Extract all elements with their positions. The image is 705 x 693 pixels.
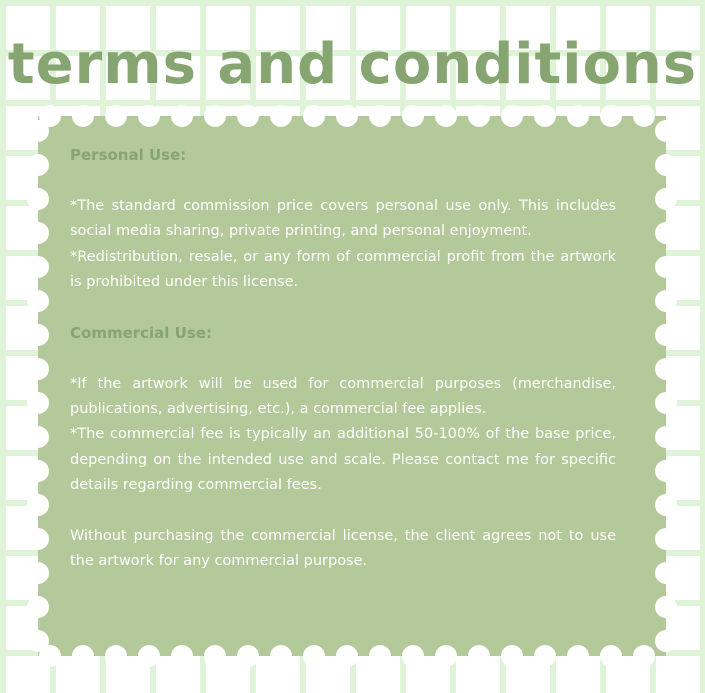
perforation-dot — [633, 645, 655, 667]
perforation-dot — [303, 105, 325, 127]
perforation-dot — [27, 154, 49, 176]
perforation-dot — [270, 105, 292, 127]
personal-use-heading: Personal Use: — [70, 146, 187, 164]
perforation-dot — [138, 645, 160, 667]
perforation-dot — [567, 105, 589, 127]
perforation-dot — [655, 358, 677, 380]
perforation-dot — [27, 188, 49, 210]
perforation-dot — [27, 222, 49, 244]
terms-card — [70, 143, 616, 575]
perforation-dot — [237, 105, 259, 127]
spacer — [70, 295, 616, 320]
perforation-dot — [655, 120, 677, 142]
perforation-dot — [655, 528, 677, 550]
perforation-dot — [171, 105, 193, 127]
perforation-dot — [402, 105, 424, 127]
perforation-dot — [655, 256, 677, 278]
perforation-dot — [27, 256, 49, 278]
perforation-dot — [402, 645, 424, 667]
perforation-dot — [633, 105, 655, 127]
perforation-dot — [655, 426, 677, 448]
perforation-dot — [27, 290, 49, 312]
perforation-dot — [27, 120, 49, 142]
perforation-dot — [369, 645, 391, 667]
perforation-dot — [600, 105, 622, 127]
perforation-dot — [27, 392, 49, 414]
perforation-dot — [655, 494, 677, 516]
perforation-dot — [468, 105, 490, 127]
perforation-dot — [534, 105, 556, 127]
perforation-dot — [655, 630, 677, 652]
page-title: terms and conditions — [7, 32, 698, 97]
perforation-dot — [72, 645, 94, 667]
perforation-dot — [204, 645, 226, 667]
perforation-dot — [655, 290, 677, 312]
perforation-dot — [27, 324, 49, 346]
perforation-dot — [655, 392, 677, 414]
closing-statement: Without purchasing the commercial license, the client agrees not to use the artwork for any commercial purpose. — [70, 528, 616, 570]
commercial-use-bullet: *If the artwork will be used for commercial purposes (merchandise, publications, advertising, etc.), a commercial fee applies. — [70, 375, 616, 418]
perforation-dot — [138, 105, 160, 127]
perforation-dot — [501, 105, 523, 127]
perforation-dot — [655, 460, 677, 482]
spacer — [70, 168, 616, 193]
perforation-dot — [600, 645, 622, 667]
perforation-dot — [435, 105, 457, 127]
perforation-dot — [171, 645, 193, 667]
perforation-dot — [655, 222, 677, 244]
perforation-dot — [204, 105, 226, 127]
perforation-dot — [105, 105, 127, 127]
perforation-dot — [72, 105, 94, 127]
perforation-dot — [655, 596, 677, 618]
commercial-use-heading: Commercial Use: — [70, 323, 212, 342]
perforation-dot — [468, 645, 490, 667]
perforation-dot — [655, 154, 677, 176]
spacer — [70, 346, 616, 371]
perforation-dot — [303, 645, 325, 667]
perforation-dot — [655, 562, 677, 584]
perforation-dot — [336, 645, 358, 667]
perforation-dot — [435, 645, 457, 667]
perforation-dot — [655, 188, 677, 210]
perforation-dot — [270, 645, 292, 667]
perforation-dot — [27, 596, 49, 618]
perforation-dot — [336, 105, 358, 127]
perforation-dot — [27, 358, 49, 380]
perforation-dot — [237, 645, 259, 667]
spacer — [70, 499, 616, 524]
perforation-dot — [27, 426, 49, 448]
perforation-dot — [105, 645, 127, 667]
commercial-use-bullet: *The commercial fee is typically an additional 50-100% of the base price, depending on the intended use and scale. Please contact me for specific details regarding commercial fees. — [70, 426, 616, 494]
perforation-dot — [655, 324, 677, 346]
perforation-dot — [27, 630, 49, 652]
personal-use-bullet: *Redistribution, resale, or any form of commercial profit from the artwork is prohibited under this license. — [70, 248, 616, 291]
perforation-dot — [27, 562, 49, 584]
perforation-dot — [501, 645, 523, 667]
perforation-dot — [27, 460, 49, 482]
perforation-dot — [534, 645, 556, 667]
perforation-dot — [27, 494, 49, 516]
personal-use-bullet: *The standard commission price covers personal use only. This includes social media sharing, private printing, and personal enjoyment. — [70, 197, 616, 240]
perforation-dot — [369, 105, 391, 127]
perforation-dot — [27, 528, 49, 550]
perforation-dot — [567, 645, 589, 667]
